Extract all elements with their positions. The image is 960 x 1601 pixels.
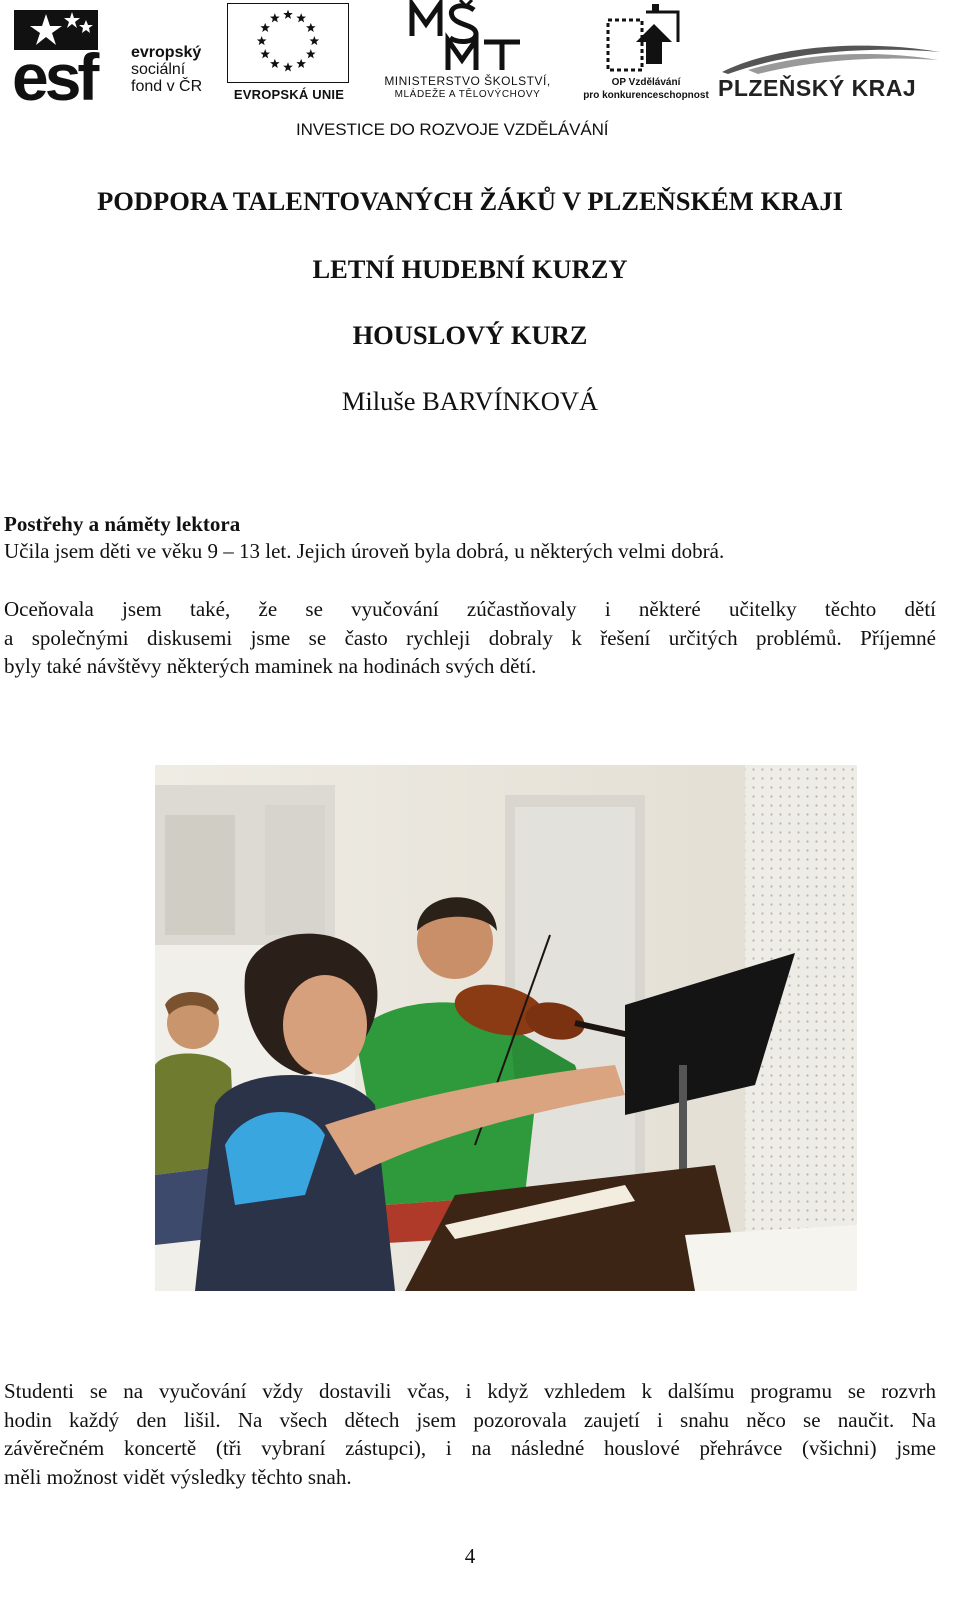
msmt-mark-icon: [408, 0, 528, 72]
eu-flag-icon: [227, 3, 349, 83]
paragraph-2-line: byly také návštěvy některých maminek na hodinách svých dětí.: [4, 654, 537, 678]
paragraph-1: Učila jsem děti ve věku 9 – 13 let. Jejich úroveň byla dobrá, u některých velmi dobrá.: [4, 539, 725, 563]
esf-logo: [10, 6, 220, 106]
esf-text-line-1: evropský: [131, 44, 202, 61]
paragraph-3: [4, 1377, 936, 1491]
esf-text-line-3: fond v ČR: [131, 78, 203, 95]
violin-lesson-illustration: [155, 765, 857, 1291]
section-title: Postřehy a náměty lektora: [4, 512, 241, 536]
msmt-line-2: MLÁDEŽE A TĚLOVÝCHOVY: [394, 89, 541, 100]
paragraph-3-line: Studenti se na vyučování vždy dostavili včas, i když vzhledem k dalšímu programu se rozvrh: [4, 1379, 936, 1403]
esf-text: [131, 44, 202, 95]
esf-text-line-2: sociální: [131, 61, 186, 78]
op-mark-icon: [606, 2, 682, 74]
op-line-2: pro konkurenceschopnost: [583, 90, 709, 101]
eu-logo: [227, 3, 351, 103]
paragraph-2-line: a společnými diskusemi jsme se často rychleji dobraly k řešení určitých problémů. Příjemné: [4, 625, 936, 650]
paragraph-3-line: hodin každý den lišil. Na všech dětech jsem pozorovala zaujetí i snahu něco se naučit. Na: [4, 1407, 936, 1432]
document-title: PODPORA TALENTOVANÝCH ŽÁKŮ V PLZEŇSKÉM KRAJI: [97, 186, 843, 216]
plzensky-kraj-logo: [718, 40, 948, 108]
eu-text: EVROPSKÁ UNIE: [233, 87, 345, 102]
lesson-photo: [155, 765, 857, 1291]
page-number: 4: [464, 1544, 476, 1568]
paragraph-3-line: měli možnost vidět výsledky těchto snah.: [4, 1464, 352, 1489]
author-name: Miluše BARVÍNKOVÁ: [341, 386, 599, 416]
esf-mark-icon: [10, 6, 122, 102]
op-logo: [576, 2, 716, 107]
logo-strip: [0, 0, 960, 145]
msmt-logo: [360, 0, 575, 105]
svg-text:esf: esf: [12, 40, 96, 102]
op-line-1: OP Vzdělávání: [611, 77, 681, 88]
document-subtitle-courses: LETNÍ HUDEBNÍ KURZY: [312, 254, 628, 284]
document-subtitle-violin: HOUSLOVÝ KURZ: [352, 320, 588, 350]
swoosh-icon: [718, 40, 942, 76]
msmt-line-1: MINISTERSTVO ŠKOLSTVÍ,: [384, 74, 551, 88]
paragraph-2-line: Oceňovala jsem také, že se vyučování zúčastňovaly i některé učitelky těchto dětí: [4, 597, 936, 621]
paragraph-3-line: závěrečném koncertě (tři vybraní zástupci), i na následné houslové přehrávce (všichni) jsme: [4, 1436, 936, 1460]
plzensky-kraj-text: PLZEŇSKÝ KRAJ: [718, 75, 917, 101]
investice-tagline: INVESTICE DO ROZVOJE VZDĚLÁVÁNÍ: [296, 120, 609, 139]
paragraph-2: [4, 595, 936, 681]
